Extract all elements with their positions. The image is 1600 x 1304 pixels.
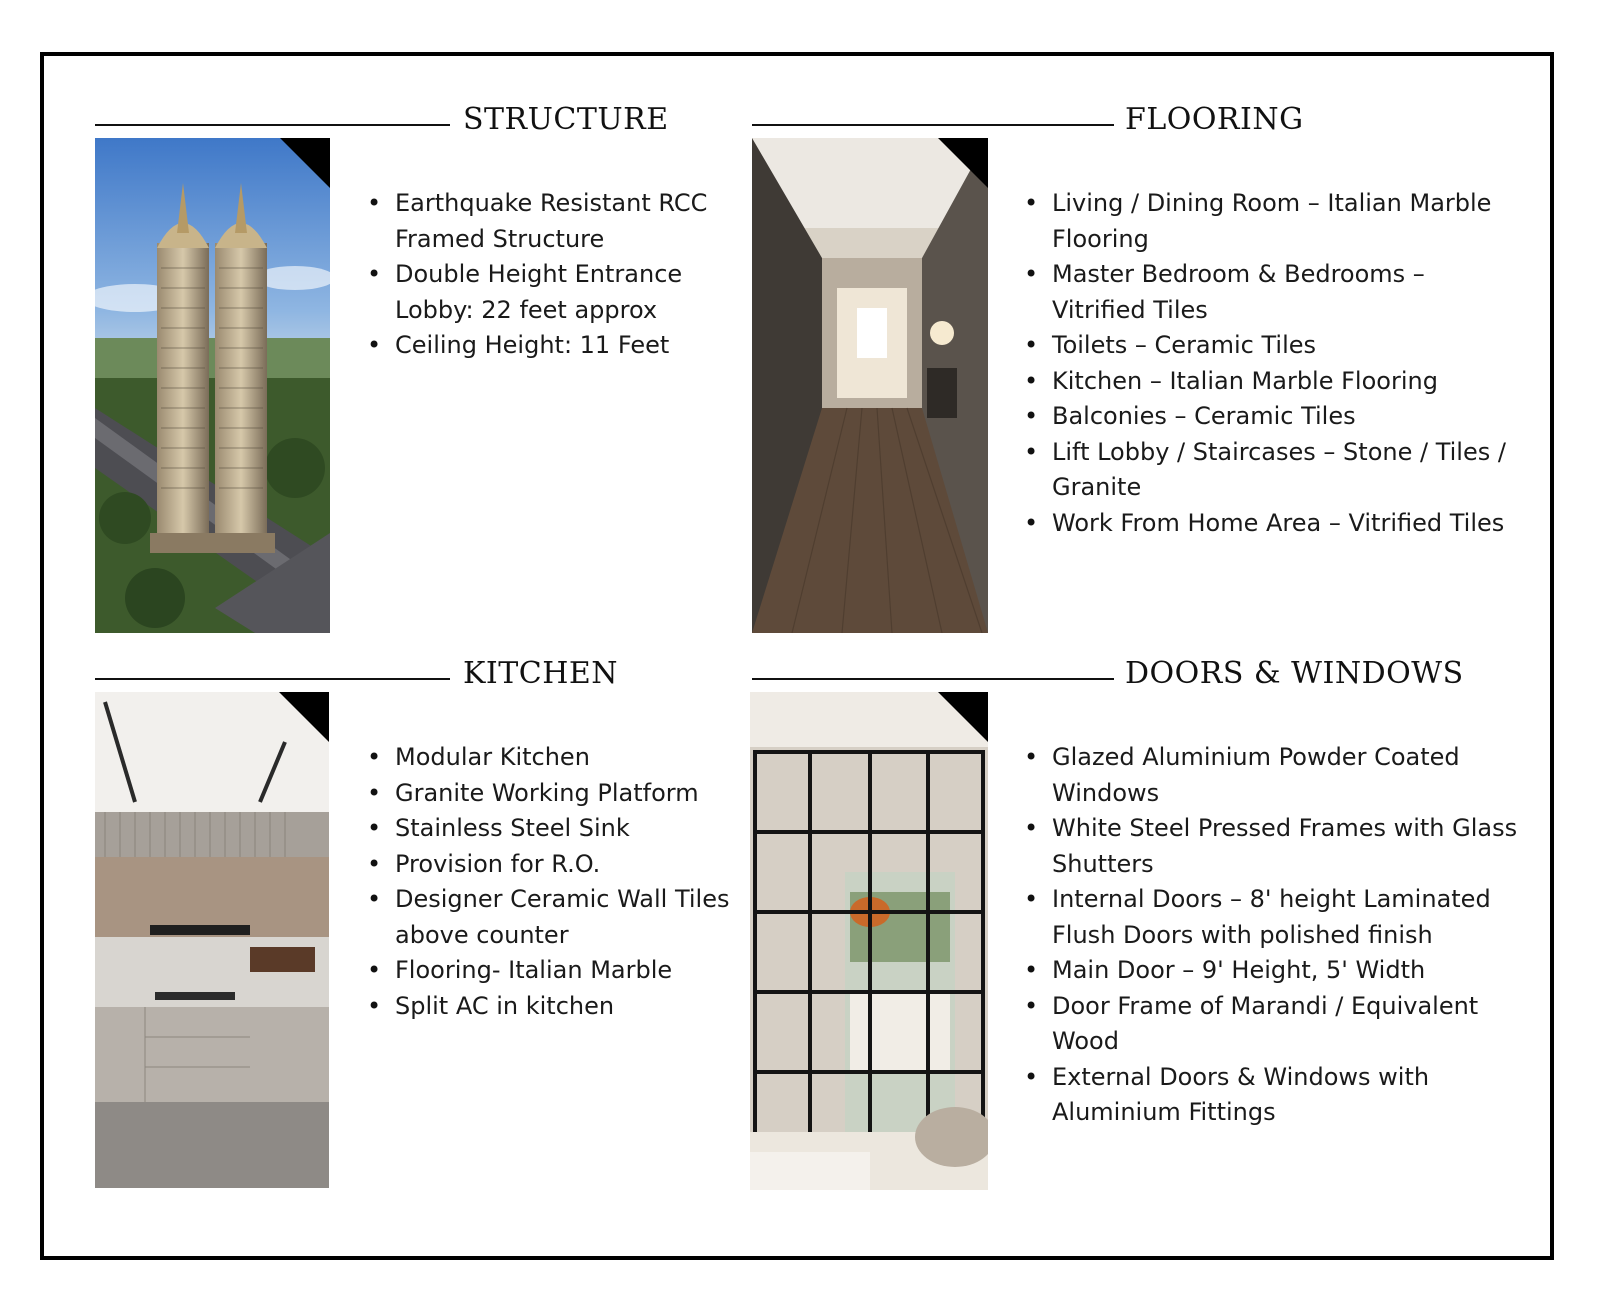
spec-item: • Stainless Steel Sink: [365, 811, 745, 847]
spec-item-continued: Windows: [1052, 778, 1160, 807]
doors-windows-spec-list: [1022, 740, 1542, 1131]
kitchen-corner-fold: [279, 692, 329, 742]
kitchen-illustration: [95, 692, 329, 1188]
structure-title: STRUCTURE: [463, 102, 669, 137]
structure-tower-image: [95, 138, 330, 633]
spec-item-continued: Flush Doors with polished finish: [1052, 920, 1433, 949]
spec-item-continued: Framed Structure: [395, 224, 605, 253]
spec-item: • Toilets – Ceramic Tiles: [1022, 328, 1542, 364]
spec-item: • Designer Ceramic Wall Tiles: [365, 882, 745, 918]
spec-item: • Ceiling Height: 11 Feet: [365, 328, 735, 364]
spec-item: • Living / Dining Room – Italian Marble: [1022, 186, 1542, 222]
doors-corner-fold: [938, 692, 988, 742]
spec-item-continued: Vitrified Tiles: [1052, 295, 1208, 324]
spec-item-continued: above counter: [395, 920, 569, 949]
spec-item: • Balconies – Ceramic Tiles: [1022, 399, 1542, 435]
spec-item: • Flooring- Italian Marble: [365, 953, 745, 989]
spec-item: • Provision for R.O.: [365, 847, 745, 883]
flooring-header-rule: [752, 124, 1114, 126]
spec-item: • External Doors & Windows with: [1022, 1060, 1542, 1096]
spec-item: • Glazed Aluminium Powder Coated: [1022, 740, 1542, 776]
flooring-corner-fold: [938, 138, 988, 188]
spec-item: • Double Height Entrance: [365, 257, 735, 293]
spec-item-continued: Flooring: [1052, 224, 1149, 253]
structure-header-rule: [95, 124, 450, 126]
hallway-illustration: [752, 138, 988, 633]
structure-spec-list: [365, 186, 735, 364]
doors-header-rule: [752, 678, 1114, 680]
tower-rendering-illustration: [95, 138, 330, 633]
spec-item: • Modular Kitchen: [365, 740, 745, 776]
spec-item: • Main Door – 9' Height, 5' Width: [1022, 953, 1542, 989]
spec-item: • Granite Working Platform: [365, 776, 745, 812]
flooring-hallway-image: [752, 138, 988, 633]
spec-item-continued: Wood: [1052, 1027, 1119, 1055]
spec-item: • Work From Home Area – Vitrified Tiles: [1022, 506, 1542, 542]
flooring-spec-list: [1022, 186, 1542, 541]
kitchen-header-rule: [95, 678, 450, 680]
kitchen-image: [95, 692, 329, 1188]
spec-item: • Split AC in kitchen: [365, 989, 745, 1025]
kitchen-title: KITCHEN: [463, 656, 619, 691]
doors-windows-title: DOORS & WINDOWS: [1125, 656, 1464, 691]
doors-windows-image: [750, 692, 988, 1190]
spec-item-continued: Shutters: [1052, 849, 1154, 878]
spec-item: • Master Bedroom & Bedrooms –: [1022, 257, 1542, 293]
spec-item-continued: Granite: [1052, 473, 1142, 501]
spec-item: • Internal Doors – 8' height Laminated: [1022, 882, 1542, 918]
spec-item: • Door Frame of Marandi / Equivalent: [1022, 989, 1542, 1025]
spec-item: • White Steel Pressed Frames with Glass: [1022, 811, 1542, 847]
spec-item: • Earthquake Resistant RCC: [365, 186, 735, 222]
kitchen-spec-list: [365, 740, 745, 1024]
spec-item: • Lift Lobby / Staircases – Stone / Tiles /: [1022, 435, 1542, 471]
spec-item-continued: Lobby: 22 feet approx: [395, 295, 658, 324]
spec-item: • Kitchen – Italian Marble Flooring: [1022, 364, 1542, 400]
glass-door-illustration: [750, 692, 988, 1190]
structure-corner-fold: [280, 138, 330, 188]
flooring-title: FLOORING: [1125, 102, 1304, 137]
spec-item-continued: Aluminium Fittings: [1052, 1098, 1276, 1126]
